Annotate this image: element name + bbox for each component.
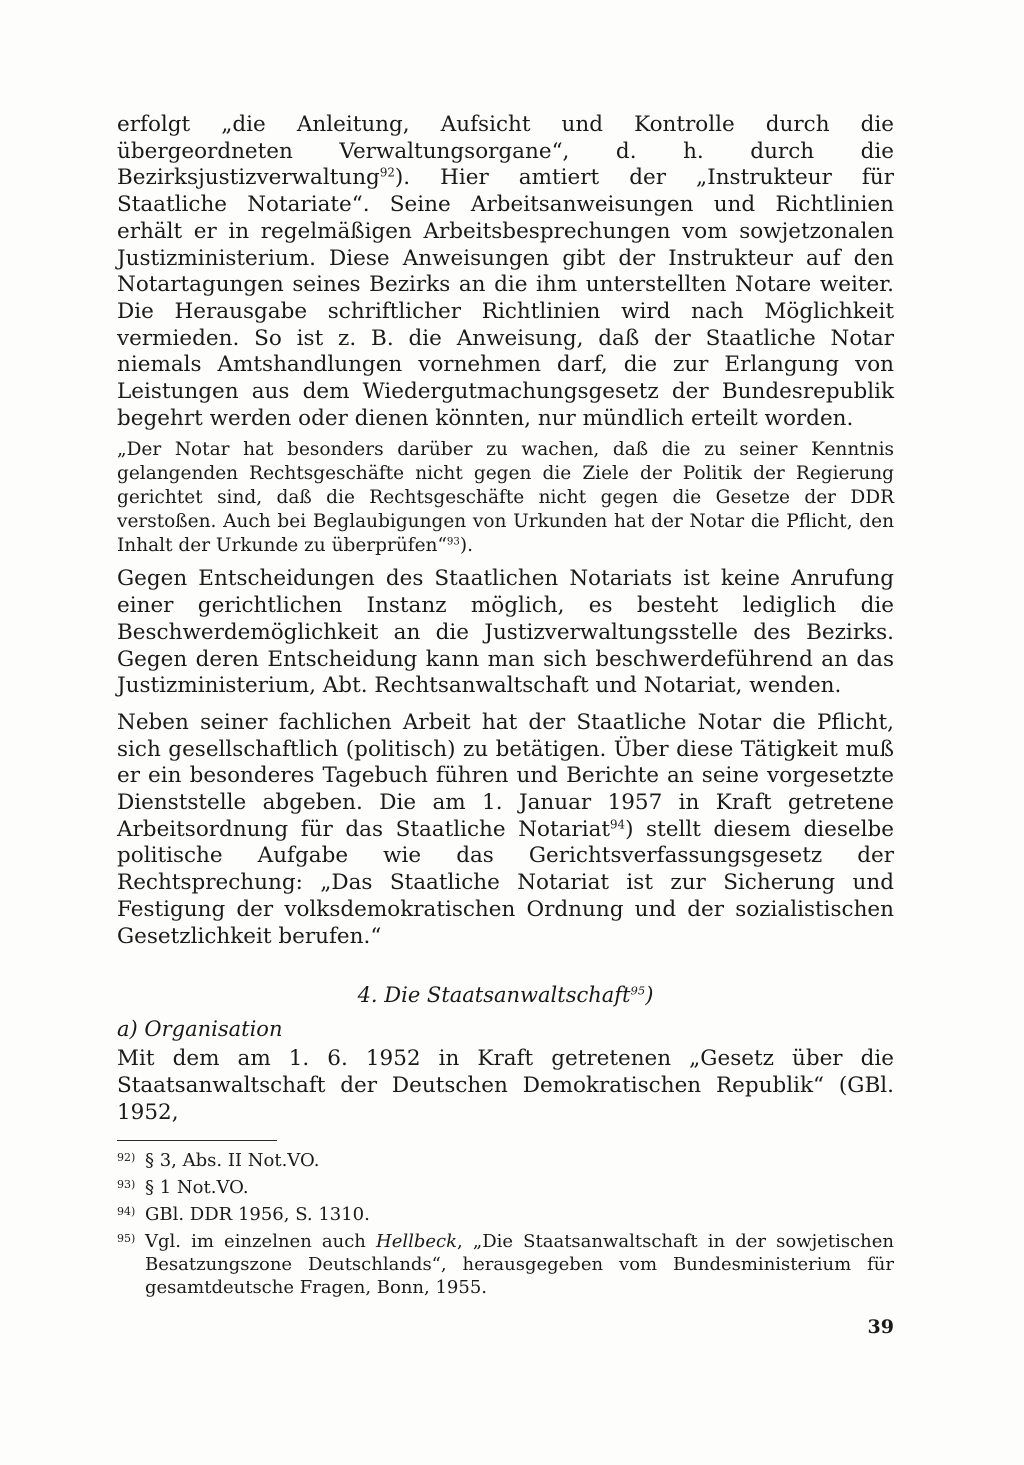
footnote-text (145, 1230, 894, 1299)
footnotes-section (117, 1140, 894, 1299)
paragraph-1-text-cont: ). Hier amtiert der „Instrukteur für Staatliche Notariate“. Seine Arbeitsanweisungen und Richtlinien erhält er in regelmäßigen Arbeitsbesprechungen vom sowjetzonalen Justizministerium. Diese Anweisungen gibt der Instrukteur auf den Notartagungen seines Bezirks an die ihm unterstellten Notare weiter. Die Herausgabe schriftlicher Richtlinien wird nach Möglichkeit vermieden. So ist z. B. die Anweisung, daß der Staatliche Notar niemals Amtshandlungen vornehmen darf, die zur Erlangung von Leistungen aus dem Wiedergutmachungsgesetz der Bundesrepublik begehrt werden oder dienen könnten, nur mündlich erteilt worden. (117, 165, 894, 431)
footnote-text: GBl. DDR 1956, S. 1310. (145, 1204, 370, 1226)
footnote-text-post: , „Die Staatsanwaltschaft in der sowjetischen Besatzungszone Deutschlands“, herausgegeben vom Bundesministerium für gesamtdeutsche Fragen, Bonn, 1955. (145, 1231, 894, 1299)
footnote-number: 94) (117, 1205, 136, 1219)
paragraph-1-text: erfolgt „die Anleitung, Aufsicht und Kontrolle durch die übergeordneten Verwaltungsorgane“, d. h. durch die Bezirksjustizverwaltung (117, 112, 894, 191)
subheading: a) Organisation (117, 1017, 283, 1042)
body-paragraph-1 (117, 112, 894, 432)
section-heading-text: 4. Die Staatsanwaltschaft (357, 983, 631, 1008)
body-paragraph-3 (117, 710, 894, 950)
quote-text: „Der Notar hat besonders darüber zu wachen, daß die zu seiner Kenntnis gelangenden Rechtsgeschäfte nicht gegen die Ziele der Politik der Regierung gerichtet sind, daß die Rechtsgeschäfte nicht gegen die Gesetze der DDR verstoßen. Auch bei Beglaubigungen von Urkunden hat der Notar die Pflicht, den Inhalt der Urkunde zu überprüfen“ (117, 439, 894, 557)
body-paragraph-4: Mit dem am 1. 6. 1952 in Kraft getretenen „Gesetz über die Staatsanwaltschaft der Deutschen Demokratischen Republik“ (GBl. 1952, (117, 1046, 894, 1125)
footnote-93 (117, 1176, 894, 1199)
footnote-text-pre: Vgl. im einzelnen auch (145, 1231, 377, 1253)
footnote-list (117, 1149, 894, 1299)
body-paragraph-2: Gegen Entscheidungen des Staatlichen Notariats ist keine Anrufung einer gerichtlichen Instanz möglich, es besteht lediglich die Beschwerdemöglichkeit an die Justizverwaltungsstelle des Bezirks. Gegen deren Entscheidung kann man sich beschwerdeführend an das Justizministerium, Abt. Rechtsanwaltschaft und Notariat, wenden. (117, 566, 894, 699)
footnote-ref-94: 94 (610, 817, 626, 832)
footnote-95 (117, 1230, 894, 1299)
footnote-author: Hellbeck (376, 1231, 458, 1253)
quote-block (117, 438, 894, 558)
footnote-92 (117, 1149, 894, 1172)
footnote-ref-92: 92 (379, 165, 395, 180)
footnote-94 (117, 1203, 894, 1226)
section-heading (117, 982, 894, 1008)
footnote-text: § 3, Abs. II Not.VO. (145, 1150, 320, 1172)
quote-text-end: ). (459, 535, 473, 557)
footnote-number: 92) (117, 1151, 136, 1165)
section-heading-end: ) (645, 983, 654, 1008)
footnote-rule (117, 1140, 277, 1141)
footnote-ref-93: 93 (446, 536, 460, 548)
paragraph-3-text: Neben seiner fachlichen Arbeit hat der Staatliche Notar die Pflicht, sich gesellschaftlich (politisch) zu betätigen. Über diese Tätigkeit muß er ein besonderes Tagebuch führen und Berichte an seine vorgesetzte Dienststelle abgeben. Die am 1. Januar 1957 in Kraft getretene Arbeitsordnung für das Staatliche Notariat (117, 709, 894, 842)
footnote-ref-95: 95 (630, 983, 646, 998)
footnote-number: 95) (117, 1232, 136, 1246)
footnote-number: 93) (117, 1178, 136, 1192)
footnote-text: § 1 Not.VO. (145, 1177, 249, 1199)
page-number: 39 (867, 1316, 894, 1338)
paragraph-3-text-cont: ) stellt diesem dieselbe politische Aufgabe wie das Gerichtsverfassungsgesetz der Rechtsprechung: „Das Staatliche Notariat ist zur Sicherung und Festigung der volksdemokratischen Ordnung und der sozialistischen Gesetzlichkeit berufen.“ (117, 816, 895, 949)
